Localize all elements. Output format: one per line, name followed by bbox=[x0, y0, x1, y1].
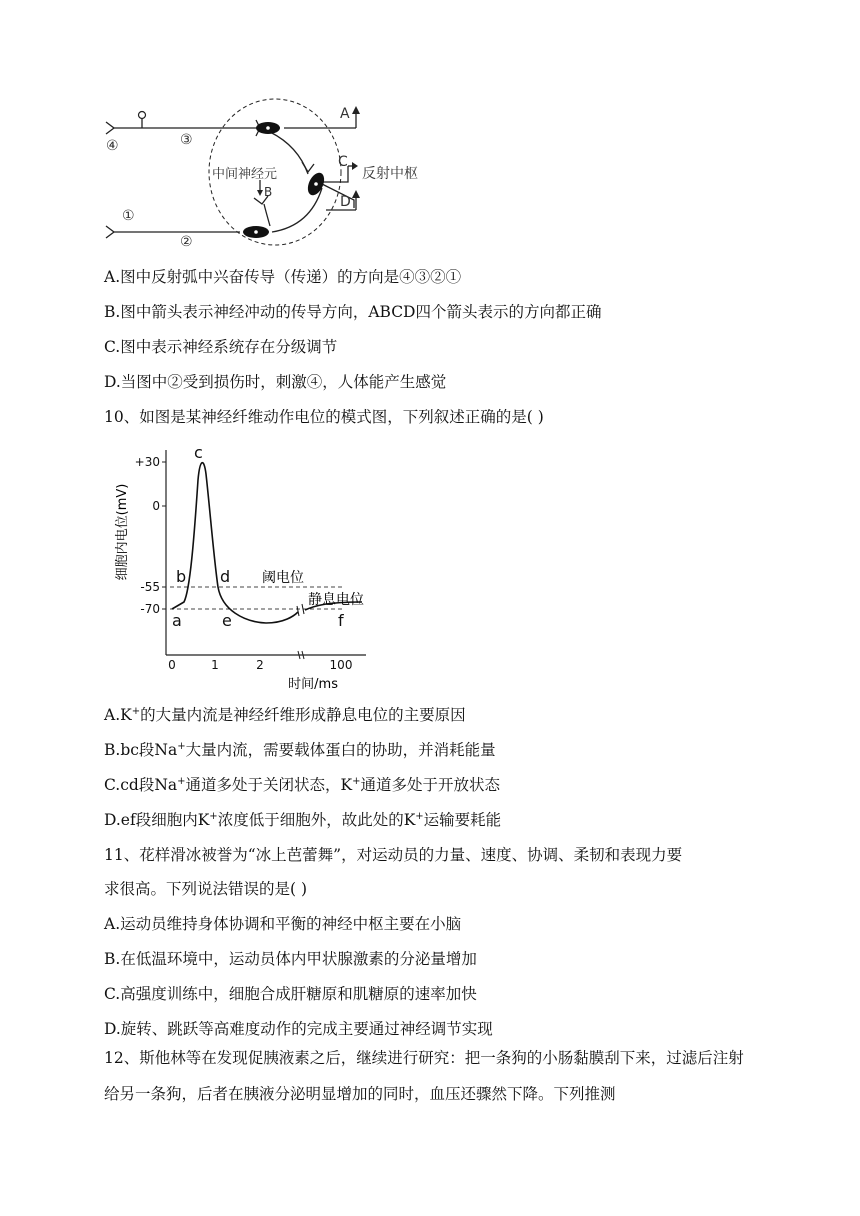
q12-stem: 12、斯他林等在发现促胰液素之后，继续进行研究：把一条狗的小肠黏膜刮下来，过滤后注射给另一条狗，后者在胰液分泌明显增加的同时，血压还骤然下降。下列推测 bbox=[104, 1049, 744, 1103]
point-label-e: e bbox=[222, 611, 232, 630]
label-3: ③ bbox=[180, 132, 193, 148]
x-tick-label: 0 bbox=[168, 658, 176, 672]
x-tick-label: 2 bbox=[256, 658, 264, 672]
q10-option-d: D.ef段细胞内K+浓度低于细胞外，故此处的K+运输要耗能 bbox=[104, 810, 502, 829]
q11-option-b: B.在低温环境中，运动员体内甲状腺激素的分泌量增加 bbox=[104, 950, 477, 968]
label-interneuron: 中间神经元 bbox=[212, 167, 278, 182]
label-reflex-center: 反射中枢 bbox=[362, 166, 418, 182]
q9-option-d: D.当图中②受到损伤时，刺激④，人体能产生感觉 bbox=[104, 373, 447, 391]
y-tick-label: +30 bbox=[134, 455, 160, 469]
q9-option-b: B.图中箭头表示神经冲动的传导方向，ABCD四个箭头表示的方向都正确 bbox=[104, 303, 602, 321]
q10-option-b: B.bc段Na+大量内流，需要载体蛋白的协助，并消耗能量 bbox=[104, 740, 496, 759]
q11-stem-line2: 求很高。下列说法错误的是( ) bbox=[104, 880, 308, 898]
y-tick-label: -70 bbox=[140, 602, 160, 616]
q9-option-a: A.图中反射弧中兴奋传导（传递）的方向是④③②① bbox=[104, 268, 462, 286]
action-potential-chart bbox=[104, 440, 384, 695]
label-B: B bbox=[264, 185, 273, 199]
point-label-f: f bbox=[338, 611, 344, 630]
label-C: C bbox=[338, 154, 348, 170]
point-label-a: a bbox=[172, 611, 182, 630]
reflex-arc-diagram bbox=[100, 96, 440, 256]
q11-stem-line1: 11、花样滑冰被誉为“冰上芭蕾舞”，对运动员的力量、速度、协调、柔韧和表现力要 bbox=[104, 846, 683, 864]
y-tick-label: -55 bbox=[140, 580, 160, 594]
point-label-d: d bbox=[220, 567, 231, 586]
x-axis-label: 时间/ms bbox=[288, 677, 338, 692]
y-axis-label: 细胞内电位(mV) bbox=[115, 483, 130, 581]
q11-option-c: C.高强度训练中，细胞合成肝糖原和肌糖原的速率加快 bbox=[104, 985, 477, 1003]
x-tick-label: 100 bbox=[329, 658, 353, 672]
rest-label: 静息电位 bbox=[308, 592, 364, 608]
q10-option-c: C.cd段Na+通道多处于关闭状态，K+通道多处于开放状态 bbox=[104, 775, 501, 794]
point-label-c: c bbox=[194, 443, 203, 462]
x-tick-label: 1 bbox=[211, 658, 219, 672]
point-label-b: b bbox=[176, 567, 187, 586]
q10-option-a: A.K+的大量内流是神经纤维形成静息电位的主要原因 bbox=[104, 705, 466, 724]
q10-stem: 10、如图是某神经纤维动作电位的模式图，下列叙述正确的是( ) bbox=[104, 408, 544, 426]
label-D: D bbox=[340, 194, 351, 210]
label-2: ② bbox=[180, 234, 193, 250]
y-tick-label: 0 bbox=[152, 499, 160, 513]
action-potential-curve bbox=[172, 463, 298, 623]
q11-option-d: D.旋转、跳跃等高难度动作的完成主要通过神经调节实现 bbox=[104, 1020, 493, 1038]
label-4: ④ bbox=[106, 138, 119, 154]
threshold-label: 阈电位 bbox=[262, 570, 304, 586]
q9-option-c: C.图中表示神经系统存在分级调节 bbox=[104, 338, 338, 356]
label-1: ① bbox=[122, 208, 135, 224]
q11-option-a: A.运动员维持身体协调和平衡的神经中枢主要在小脑 bbox=[104, 915, 462, 933]
label-A: A bbox=[340, 106, 350, 122]
